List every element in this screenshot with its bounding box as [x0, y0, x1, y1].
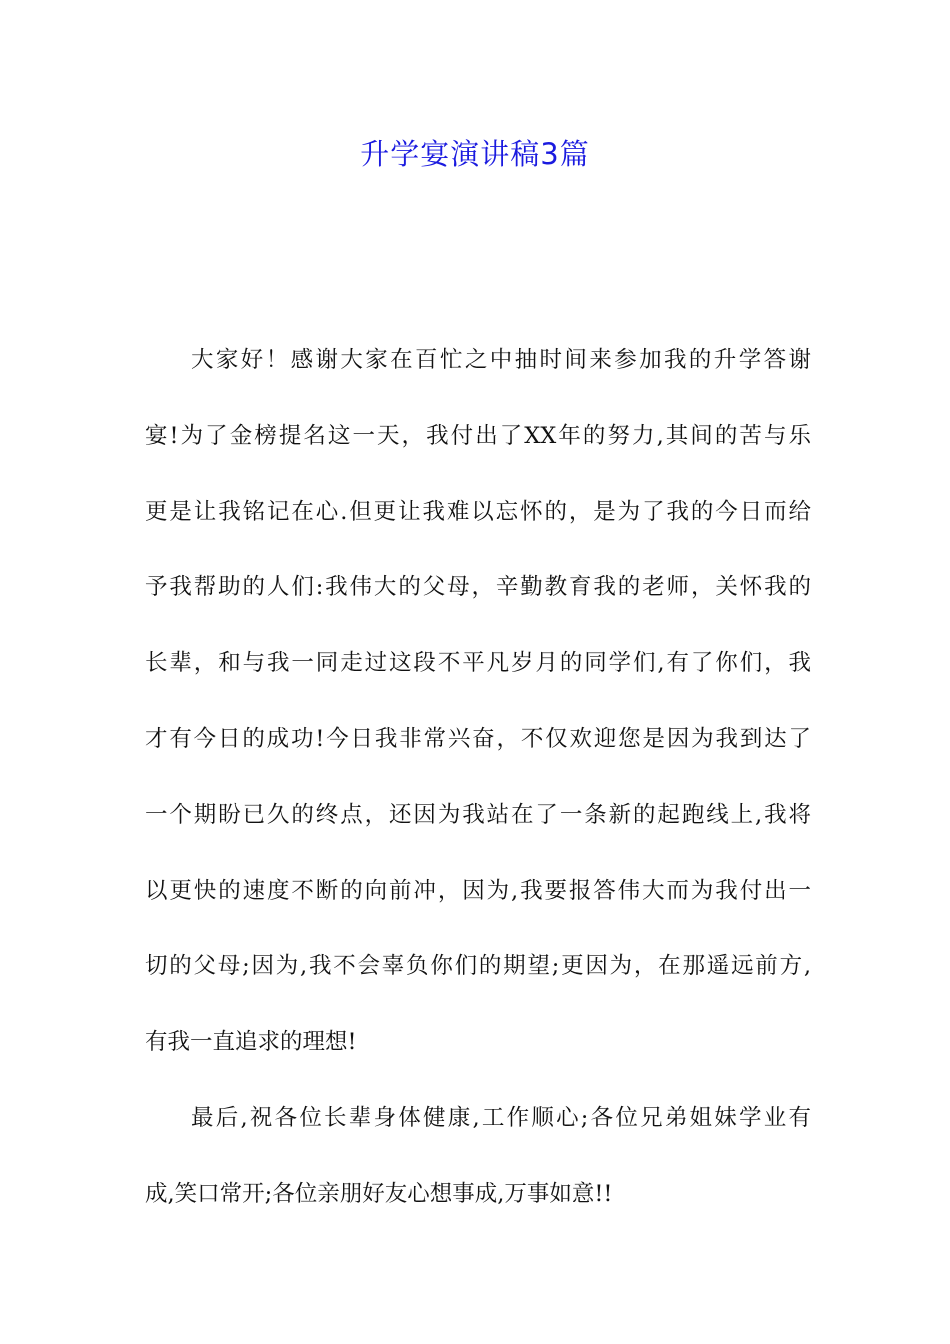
paragraph-line: 大家好！感谢大家在百忙之中抽时间来参加我的升学答谢 — [191, 347, 811, 373]
paragraph-line: 有我一直追求的理想! — [145, 1029, 357, 1056]
paragraph-line: 才有今日的成功!今日我非常兴奋，不仅欢迎您是因为我到达了 — [145, 725, 811, 752]
document-title: 升学宴演讲稿3篇 — [360, 137, 590, 171]
paragraph-line: 更是让我铭记在心.但更让我难以忘怀的，是为了我的今日而给 — [145, 498, 811, 525]
paragraph-1 — [145, 333, 811, 1091]
paragraph-line: 长辈，和与我一同走过这段不平凡岁月的同学们,有了你们，我 — [145, 650, 811, 677]
paragraph-line: 予我帮助的人们:我伟大的父母，辛勤教育我的老师，关怀我的 — [145, 574, 811, 601]
paragraph-line: 宴!为了金榜提名这一天，我付出了XX年的努力,其间的苦与乐 — [145, 422, 811, 449]
document-body — [145, 333, 811, 1243]
paragraph-line: 一个期盼已久的终点，还因为我站在了一条新的起跑线上,我将 — [145, 801, 811, 828]
paragraph-line: 切的父母;因为,我不会辜负你们的期望;更因为，在那遥远前方, — [145, 953, 811, 980]
paragraph-2 — [145, 1091, 811, 1243]
paragraph-line: 最后,祝各位长辈身体健康,工作顺心;各位兄弟姐妹学业有 — [191, 1104, 811, 1131]
paragraph-line: 成,笑口常开;各位亲朋好友心想事成,万事如意!! — [145, 1180, 613, 1207]
paragraph-line: 以更快的速度不断的向前冲，因为,我要报答伟大而为我付出一 — [145, 877, 811, 904]
